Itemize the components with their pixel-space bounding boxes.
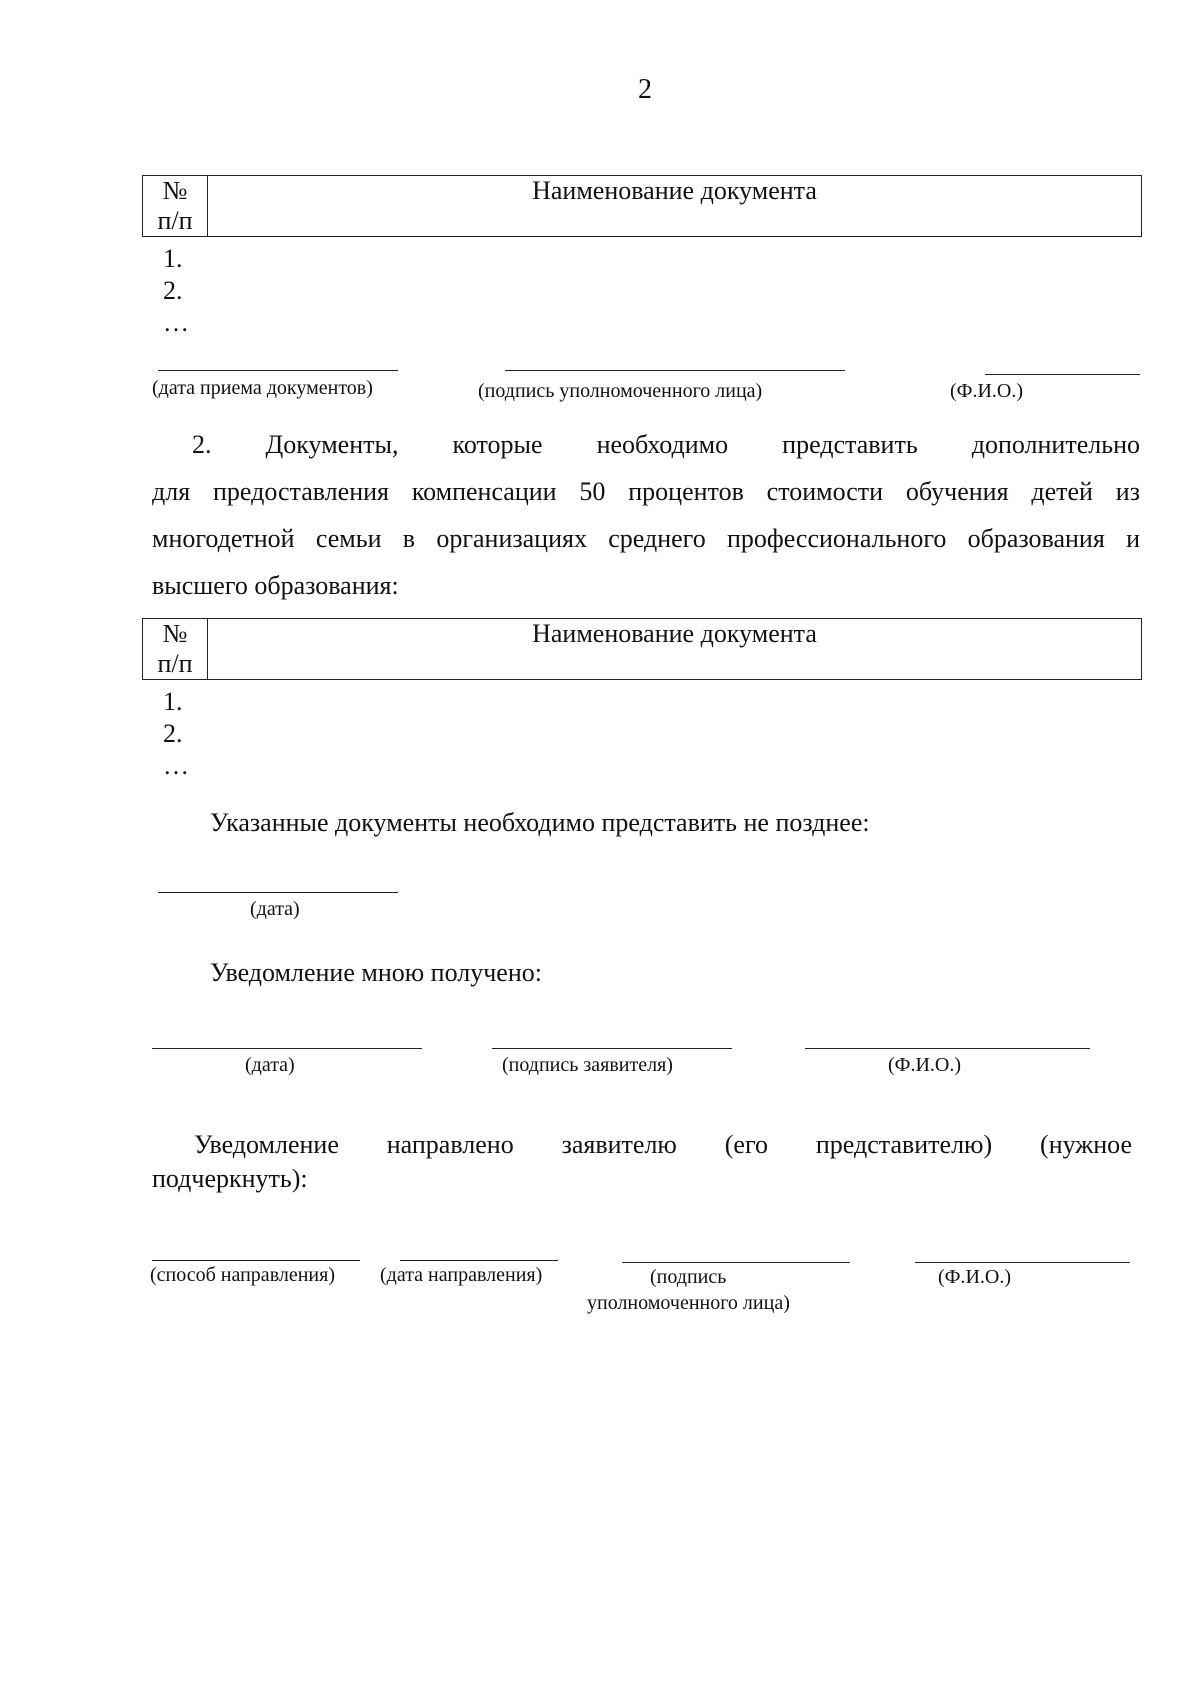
- received-fio-caption: (Ф.И.О.): [888, 1054, 962, 1076]
- sent-signature-caption-2: уполномоченного лица): [587, 1292, 790, 1314]
- method-caption: (способ направления): [150, 1264, 335, 1286]
- documents-table-2: [142, 618, 1142, 680]
- signature-line: [505, 370, 845, 371]
- received-fio-line: [805, 1048, 1090, 1049]
- list-item: …: [163, 308, 189, 337]
- paragraph-line: высшего образования:: [152, 571, 399, 600]
- method-line: [152, 1260, 360, 1261]
- num-header-abbr: п/п: [157, 206, 193, 235]
- num-header: [143, 176, 208, 237]
- num-header-abbr: п/п: [157, 649, 193, 678]
- deadline-date-line: [158, 892, 398, 893]
- sent-fio-line: [915, 1262, 1130, 1263]
- paragraph-line: Уведомление направлено заявителю (его представителю) (нужное: [194, 1130, 1132, 1159]
- sent-signature-caption-1: (подпись: [650, 1266, 727, 1288]
- documents-table-1: [142, 175, 1142, 237]
- received-date-caption: (дата): [245, 1054, 295, 1076]
- list-item: 2.: [163, 719, 183, 748]
- sent-paragraph: [152, 1128, 1132, 1196]
- sent-fio-caption: (Ф.И.О.): [938, 1266, 1012, 1288]
- paragraph-line: для предоставления компенсации 50 процентов стоимости обучения детей из: [152, 477, 1140, 506]
- list-item: …: [163, 751, 189, 780]
- name-header: Наименование документа: [208, 619, 1142, 680]
- num-header-symbol: №: [162, 176, 188, 205]
- table1-row-numbers: [163, 243, 189, 339]
- num-header: [143, 619, 208, 680]
- sent-signature-line: [622, 1262, 850, 1263]
- list-item: 2.: [163, 276, 183, 305]
- sent-date-caption: (дата направления): [380, 1264, 543, 1286]
- paragraph-line: 2. Документы, которые необходимо представить дополнительно: [192, 430, 1140, 459]
- fio-line: [985, 374, 1140, 375]
- deadline-date-caption: (дата): [250, 898, 300, 920]
- list-item: 1.: [163, 244, 183, 273]
- date-line: [158, 370, 398, 371]
- received-text: Уведомление мною получено:: [210, 958, 542, 987]
- table-header-row: [143, 619, 1142, 680]
- date-caption: (дата приема документов): [152, 377, 373, 399]
- received-signature-caption: (подпись заявителя): [502, 1054, 673, 1076]
- paragraph-line: подчеркнуть):: [152, 1164, 308, 1193]
- paragraph-line: многодетной семьи в организациях среднего профессионального образования и: [152, 524, 1140, 553]
- fio-caption: (Ф.И.О.): [950, 380, 1024, 402]
- table-header-row: [143, 176, 1142, 237]
- deadline-text: Указанные документы необходимо представить не позднее:: [210, 808, 870, 837]
- table2-row-numbers: [163, 686, 189, 782]
- num-header-symbol: №: [162, 619, 188, 648]
- received-date-line: [152, 1048, 422, 1049]
- signature-caption: (подпись уполномоченного лица): [478, 380, 763, 402]
- page-number: 2: [638, 74, 652, 105]
- received-signature-line: [492, 1048, 732, 1049]
- list-item: 1.: [163, 687, 183, 716]
- section-2-paragraph: [152, 421, 1140, 609]
- sent-date-line: [400, 1260, 558, 1261]
- name-header: Наименование документа: [208, 176, 1142, 237]
